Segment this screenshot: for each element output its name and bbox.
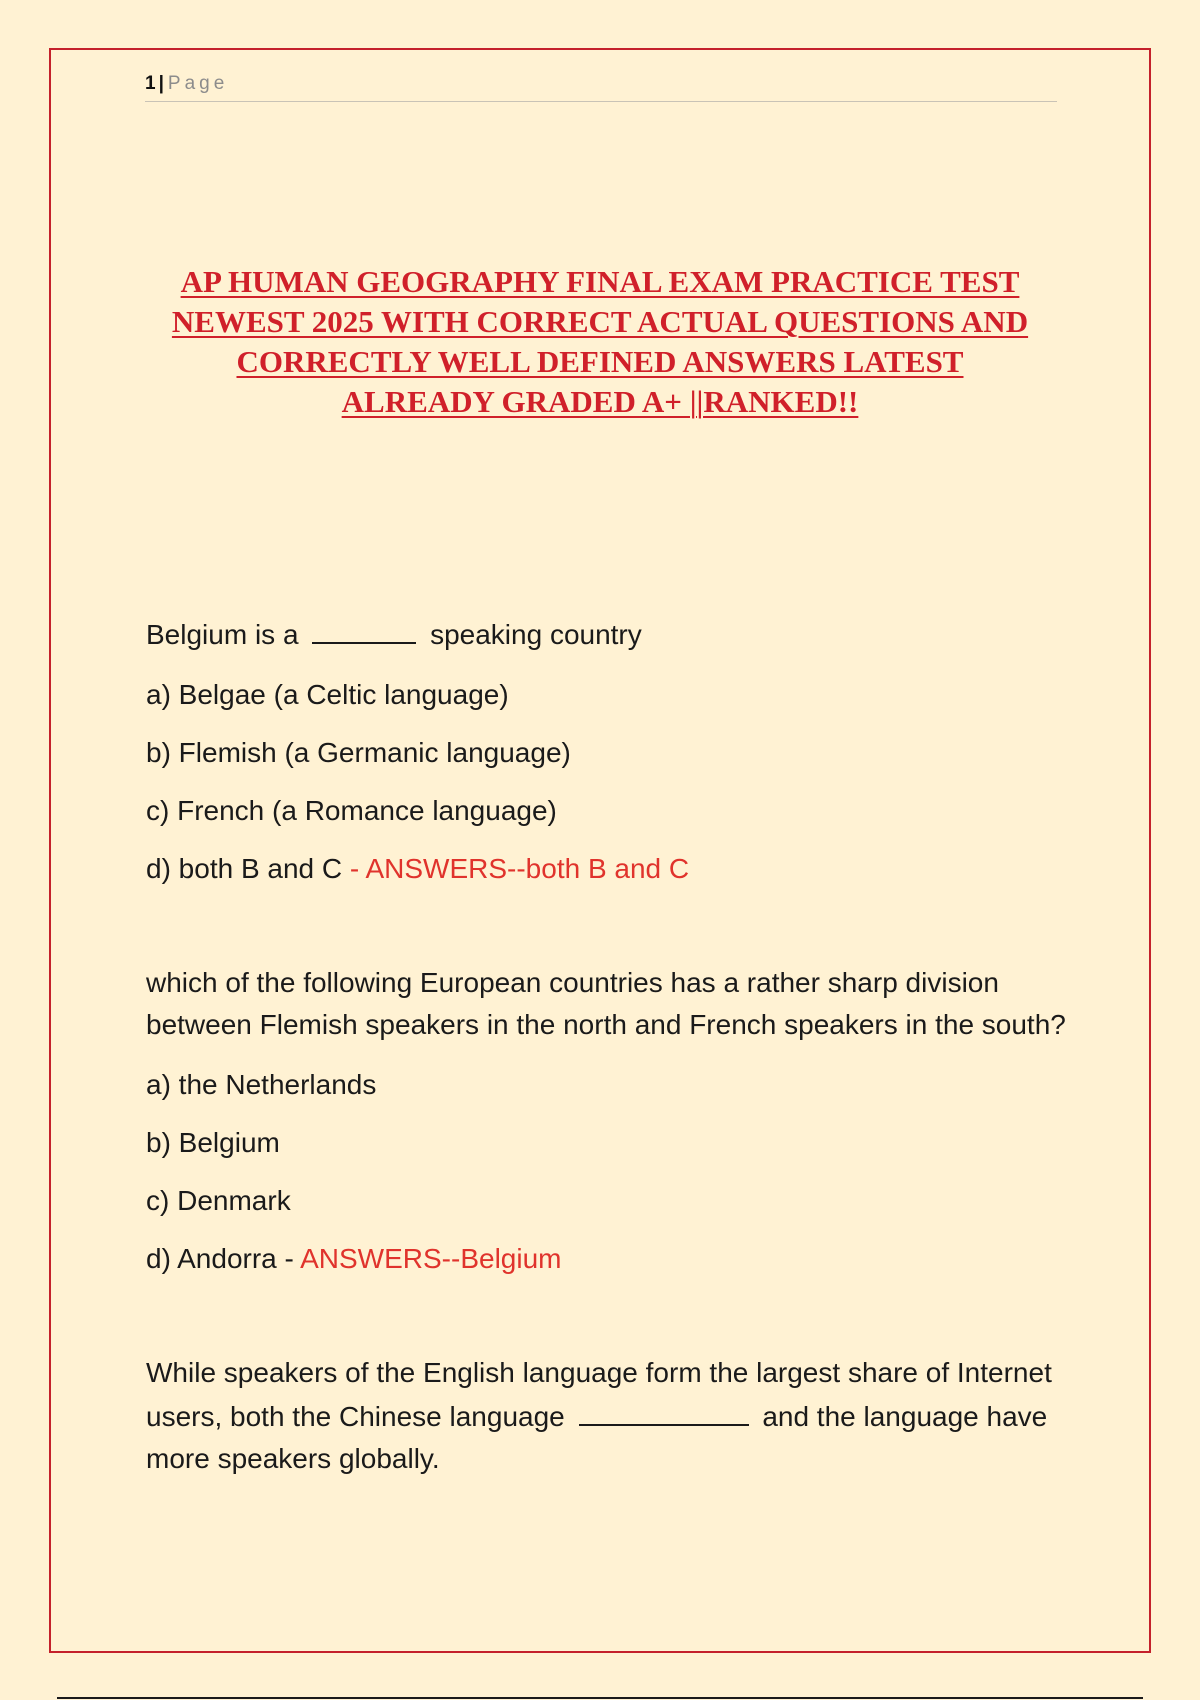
fill-in-blank	[579, 1394, 749, 1426]
question-1-option-a: a) Belgae (a Celtic language)	[146, 679, 509, 710]
question-3-stem-before: While speakers of the English language form the largest share of Internet users, both the Chinese language	[146, 1357, 1052, 1432]
question-3-stem	[146, 1352, 1066, 1480]
question-1-stem-after: speaking country	[430, 619, 642, 650]
question-1	[146, 612, 1066, 890]
bottom-rule	[57, 1697, 1143, 1699]
fill-in-blank	[312, 612, 416, 644]
question-2-option-c: c) Denmark	[146, 1185, 291, 1216]
question-1-stem	[146, 612, 1066, 656]
question-1-option-b: b) Flemish (a Germanic language)	[146, 737, 571, 768]
title-line-4: ALREADY GRADED A+ ||RANKED!!	[341, 384, 859, 419]
question-2-option-b: b) Belgium	[146, 1127, 280, 1158]
question-2-option-d-row	[146, 1238, 1066, 1280]
question-3	[146, 1352, 1066, 1480]
question-1-option-d: d) both B and C	[146, 853, 343, 884]
question-1-option-d-row	[146, 848, 1066, 890]
question-1-option-c: c) French (a Romance language)	[146, 795, 557, 826]
question-2	[146, 962, 1066, 1280]
title-line-1: AP HUMAN GEOGRAPHY FINAL EXAM PRACTICE TEST	[180, 264, 1020, 299]
question-2-option-a: a) the Netherlands	[146, 1069, 377, 1100]
title-line-2: NEWEST 2025 WITH CORRECT ACTUAL QUESTIONS AND	[171, 304, 1029, 339]
question-3-stem-after: and the language have more speakers globally.	[146, 1401, 1048, 1474]
page-label: Page	[167, 73, 229, 94]
page-separator: |	[158, 73, 164, 94]
document-title	[120, 262, 1080, 422]
title-line-3: CORRECTLY WELL DEFINED ANSWERS LATEST	[236, 344, 964, 379]
page-header	[145, 70, 1057, 102]
question-2-option-d: d) Andorra -	[146, 1243, 294, 1274]
question-2-stem: which of the following European countries has a rather sharp division between Flemish speakers in the north and French speakers in the south?	[146, 967, 1066, 1040]
questions-body	[146, 612, 1066, 1498]
page-number: 1	[145, 73, 156, 94]
question-1-answer: - ANSWERS--both B and C	[349, 853, 690, 884]
question-2-answer: ANSWERS--Belgium	[300, 1243, 562, 1274]
question-1-stem-before: Belgium is a	[146, 619, 299, 650]
